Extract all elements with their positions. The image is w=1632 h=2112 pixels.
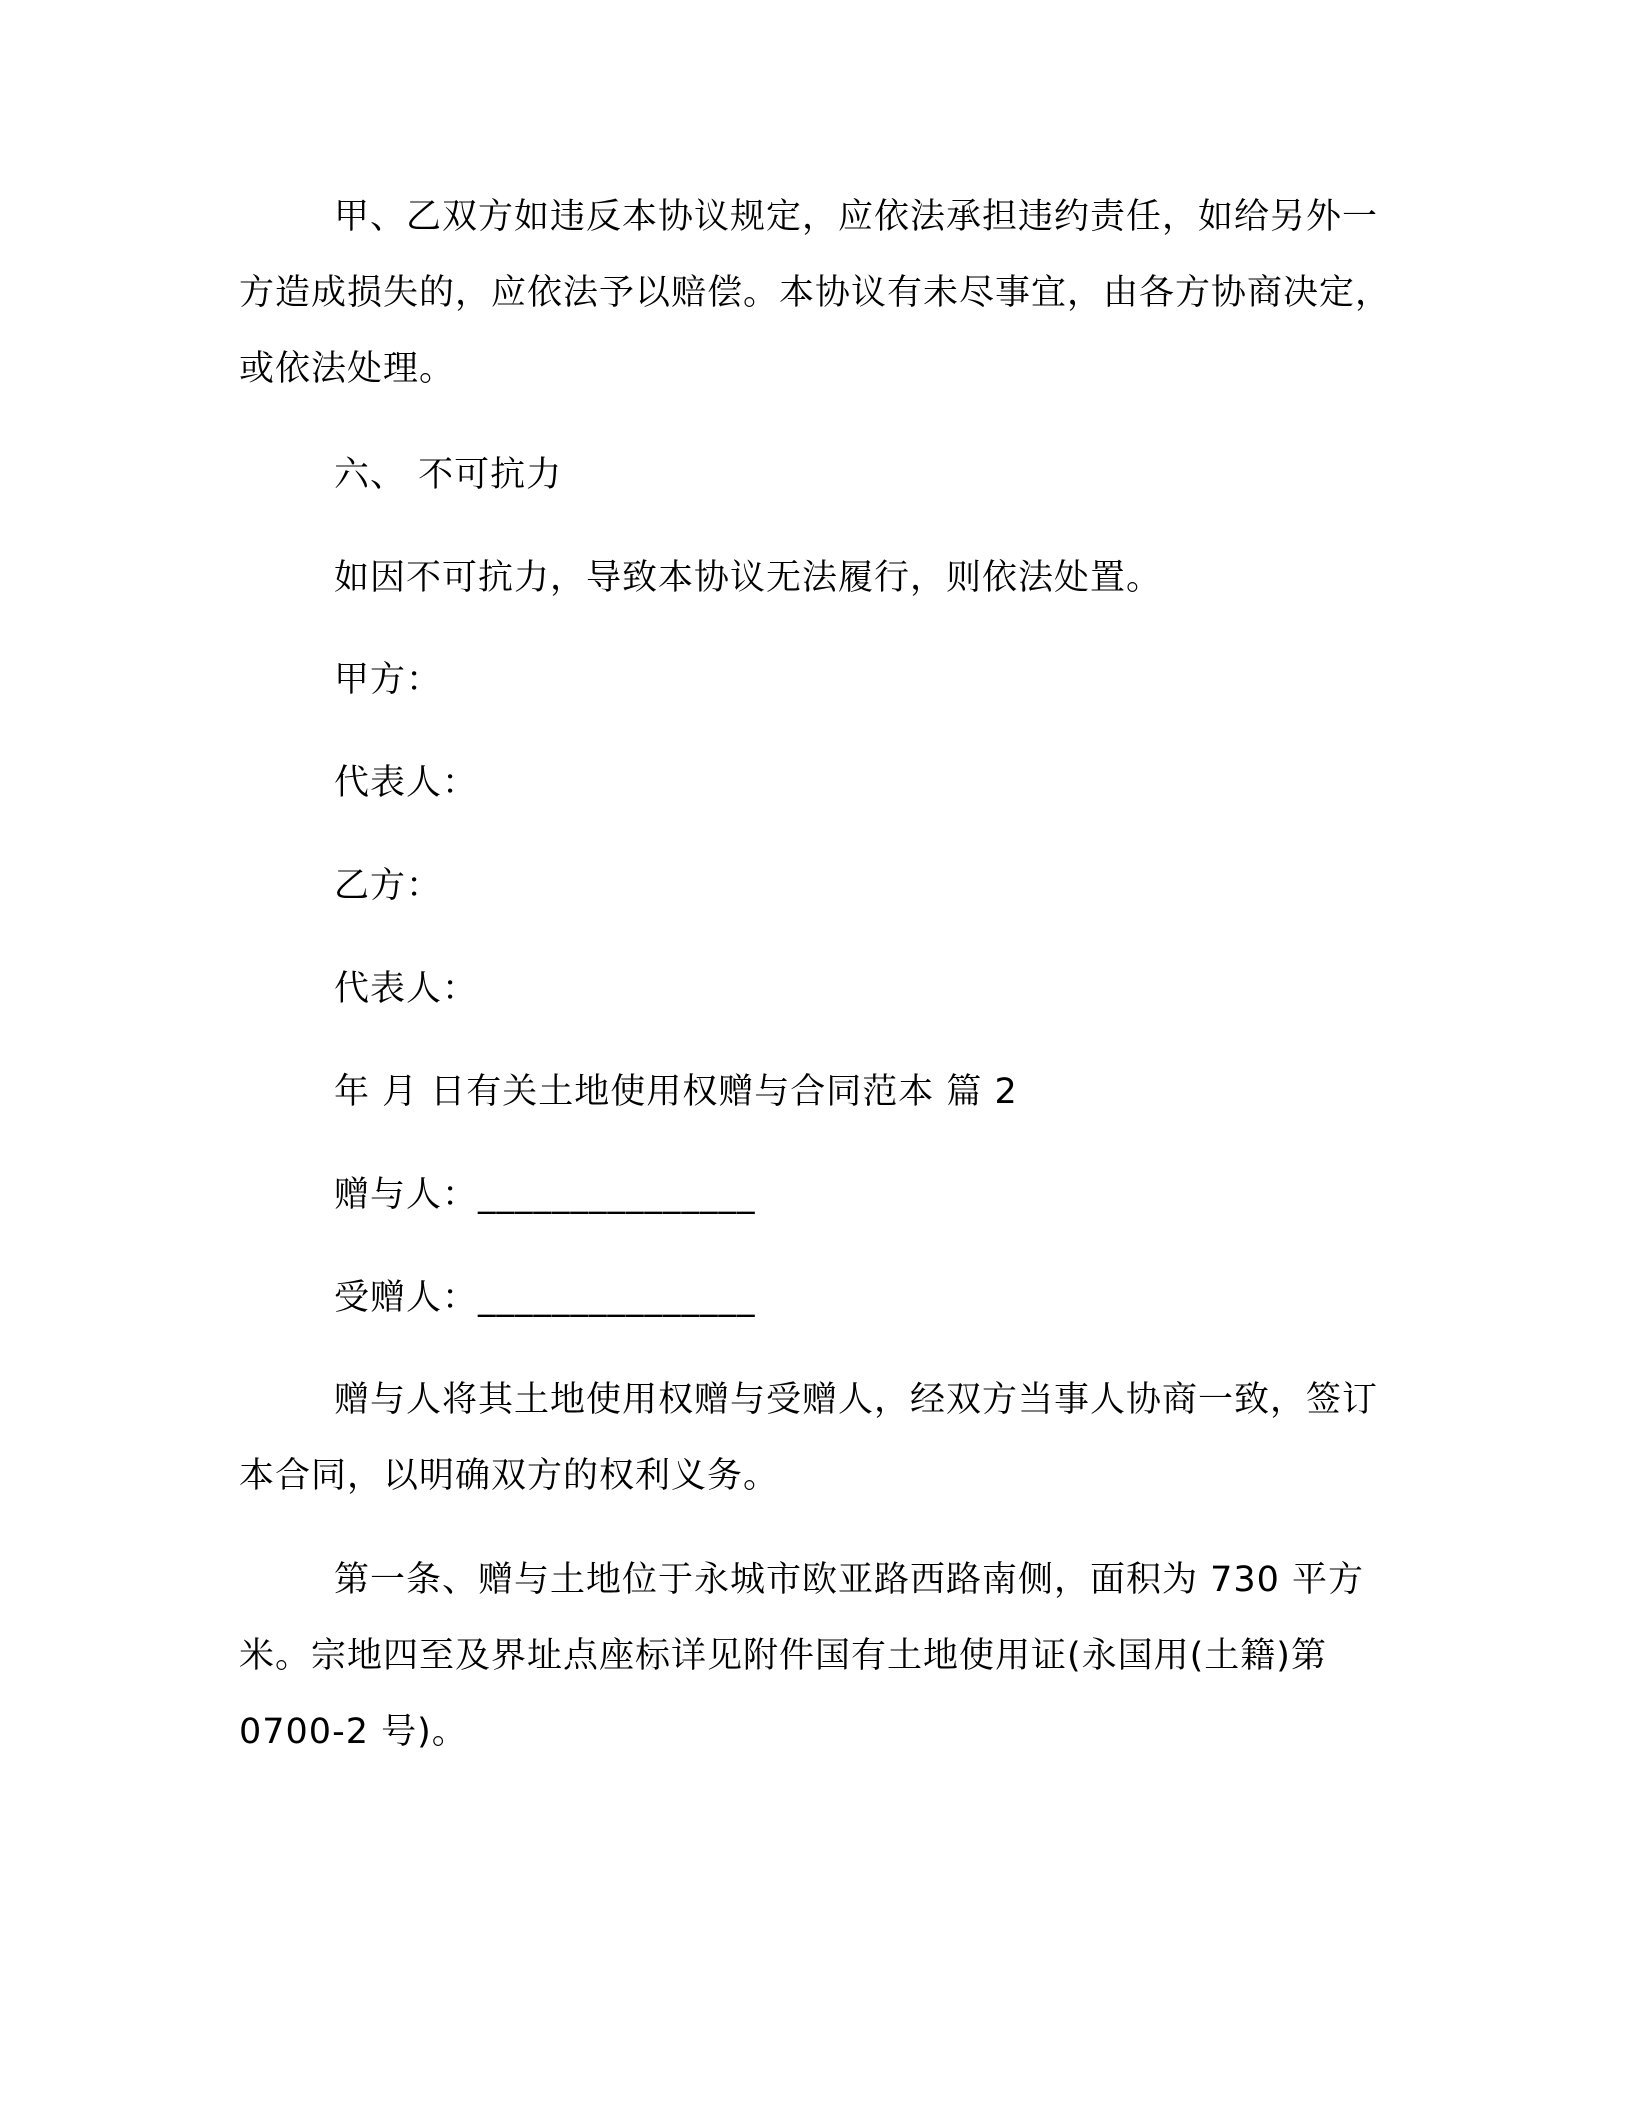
paragraph-force-majeure: 如因不可抗力，导致本协议无法履行，则依法处置。 <box>334 558 1163 598</box>
party-b-label: 乙方： <box>334 866 443 906</box>
donee-line: 受赠人：_______________ <box>334 1278 756 1318</box>
donor-line: 赠与人：_______________ <box>334 1175 756 1215</box>
paragraph-article-one: 第一条、赠与土地位于永城市欧亚路西路南侧，面积为 730 平方米。宗地四至及界址点座标详见附件国有土地使用证(永国用(土籍)第 0700-2 号)。 <box>239 1560 1365 1752</box>
section-heading-force-majeure: 六、 不可抗力 <box>334 455 563 495</box>
party-a-representative-label: 代表人： <box>334 763 479 803</box>
party-a-label: 甲方： <box>334 660 443 700</box>
paragraph-breach-liability: 甲、乙双方如违反本协议规定，应依法承担违约责任，如给另外一方造成损失的，应依法予以赔偿。本协议有未尽事宜，由各方协商决定，或依法处理。 <box>239 197 1392 389</box>
contract-heading: 年 月 日有关土地使用权赠与合同范本 篇 2 <box>334 1072 1018 1112</box>
party-b-representative-label: 代表人： <box>334 969 479 1009</box>
paragraph-contract-purpose: 赠与人将其土地使用权赠与受赠人，经双方当事人协商一致，签订本合同，以明确双方的权利义务。 <box>239 1380 1379 1496</box>
